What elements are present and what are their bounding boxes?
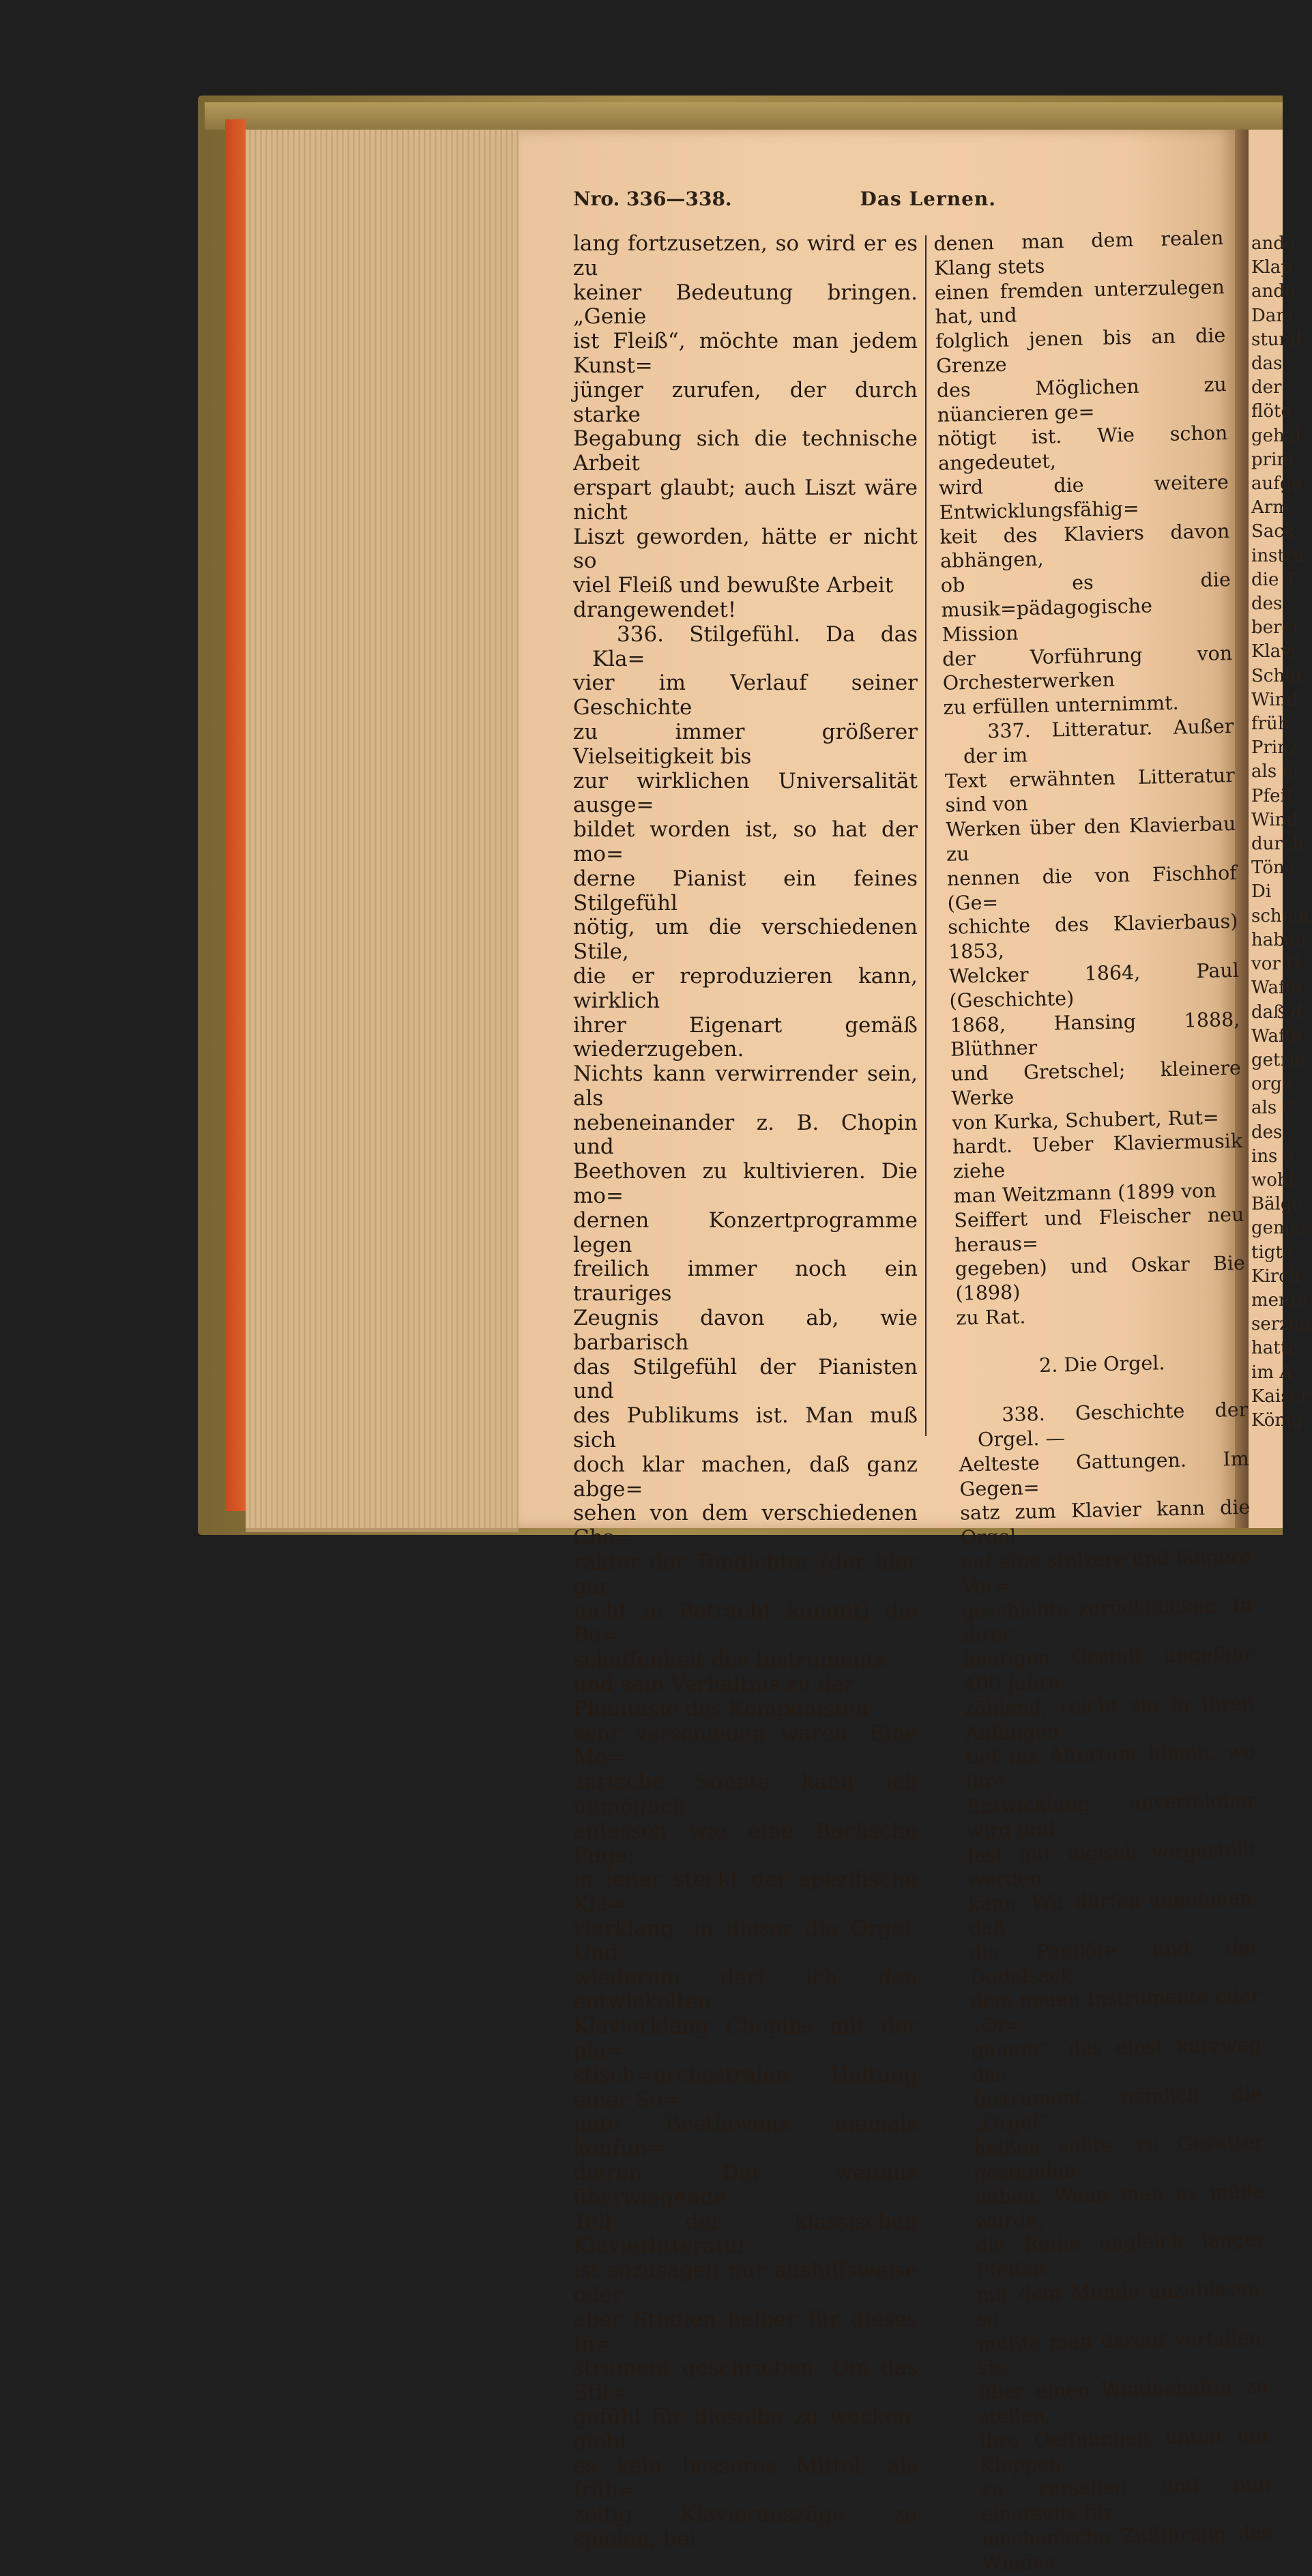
next-page-line: ins e — [1251, 1145, 1294, 1167]
text-line: hardt. Ueber Klaviermusik ziehe — [952, 1130, 1243, 1183]
text-line: haben. Wenn man es müde wurde, — [974, 2180, 1265, 2233]
text-line: über einen Windbehälter zu stellen, — [978, 2375, 1269, 2429]
next-page-line: Töne — [1251, 858, 1296, 879]
text-line: nötigt ist. Wie schon angedeutet, — [937, 422, 1228, 475]
next-page-line: schein — [1251, 905, 1310, 926]
text-line: Zeugnis davon ab, wie barbarisch — [573, 1306, 918, 1355]
text-line: dieren. Der weitaus überwiegende — [573, 2160, 918, 2210]
next-page-line: Wind — [1251, 689, 1298, 710]
text-line: strument geschrieben. Um das Stil= — [573, 2356, 918, 2405]
text-line: 2. Die Orgel. — [1038, 1351, 1165, 1377]
text-line: die Reihe ungleich langer Pfeifen — [975, 2228, 1266, 2282]
text-line: ist Fleiß“, möchte man jedem Kunst= — [573, 329, 918, 378]
text-line: vier im Verlauf seiner Geschichte — [573, 671, 918, 720]
text-line: Werken über den Klavierbau zu — [946, 813, 1236, 866]
red-page-edge — [225, 119, 246, 1511]
text-line: auf eine stolzere und längere Vor= — [961, 1545, 1252, 1598]
next-page-line: instru — [1251, 545, 1305, 566]
next-page-line: aufge — [1251, 473, 1302, 495]
text-line: lang fortzusetzen, so wird er es zu — [573, 231, 918, 280]
next-page-line: vor G — [1251, 954, 1300, 975]
text-line: zu erfüllen unternimmt. — [943, 691, 1179, 719]
text-line: nötig, um die verschiedenen Stile, — [573, 915, 918, 965]
text-line: und Gretschel; kleinere Werke — [950, 1056, 1242, 1110]
next-page-line: Dam — [1251, 305, 1294, 326]
next-page-edge — [1249, 130, 1312, 1528]
text-line: mechanische Zuführung des Windes, — [981, 2521, 1272, 2575]
text-line: die er reproduzieren kann, wirklich — [573, 963, 918, 1013]
text-line: satz zum Klavier kann die Orgel — [960, 1496, 1251, 1549]
text-line: nennen die von Fischhof (Ge= — [946, 861, 1238, 915]
text-line: Liszt geworden, hätte er nicht so — [573, 524, 918, 574]
text-line: Phantasie des Komponisten — [573, 1696, 869, 1721]
next-page-line: Pfeif — [1251, 785, 1293, 806]
text-line: des Möglichen zu nüancieren ge= — [936, 372, 1227, 426]
next-page-line: des — [1251, 1122, 1283, 1143]
next-page-line: früh — [1251, 714, 1289, 735]
text-line: sehr verschieden waren. Eine Mo= — [573, 1721, 918, 1770]
text-line: sehen von dem verschiedenen Cha= — [573, 1501, 918, 1551]
text-line: heutigen Gestalt ungefähr 400 Jahre — [963, 1642, 1254, 1696]
text-line: vierklang, in dieser die Orgel. Und — [573, 1916, 918, 1965]
column-rule — [925, 235, 927, 1436]
text-line: nebeneinander z. B. Chopin und — [573, 1110, 918, 1160]
next-page-line: orge — [1251, 1074, 1293, 1095]
text-line: zu immer größerer Vielseitigkeit bis — [573, 719, 918, 769]
next-page-line: Klap — [1251, 257, 1292, 278]
text-line: man Weitzmann (1899 von — [953, 1179, 1216, 1208]
text-line: des Publikums ist. Man muß sich — [573, 1403, 918, 1453]
text-line: dernen Konzertprogramme legen — [573, 1208, 918, 1257]
text-line: rakter der Tondichter (der hier gar — [573, 1550, 918, 1599]
text-line: das Stilgefühl der Pianisten und — [573, 1354, 918, 1404]
text-line: mußte man darauf verfallen, sie — [977, 2326, 1268, 2380]
text-line: Begabung sich die technische Arbeit — [573, 426, 918, 476]
text-line: Welcker 1864, Paul (Geschichte) — [948, 958, 1240, 1012]
text-line: einen fremden unterzulegen hat, und — [934, 275, 1225, 329]
next-page-line: der — [1251, 377, 1282, 398]
next-page-line: tigte — [1251, 1242, 1294, 1263]
text-line: wiederum darf ich den entwickelten — [573, 1965, 918, 2015]
next-page-line: hatte. — [1251, 1338, 1304, 1359]
next-page-line: als ei — [1251, 761, 1299, 782]
text-line: Instrument, nämlich die „Orgel“ — [972, 2082, 1263, 2135]
text-line: und sein Verhältnis zu der — [573, 1672, 854, 1697]
next-page-line: mente — [1251, 1289, 1308, 1311]
next-page-line: gehal — [1251, 425, 1301, 446]
text-line: gegeben) und Oskar Bie (1898) — [954, 1252, 1246, 1305]
page-stack — [246, 130, 519, 1532]
text-line: Nichts kann verwirrender sein, als — [573, 1062, 918, 1111]
text-line: Entwicklung unverfolgbar wird und — [966, 1789, 1257, 1843]
next-page-line: stund — [1251, 329, 1302, 350]
text-line: die Panflöte und der Dudelsack — [969, 1935, 1260, 1989]
text-line: 338. Geschichte der Orgel. — — [977, 1398, 1249, 1452]
text-line: gefühl für dieselbe zu wecken, giebt — [573, 2404, 918, 2454]
next-page-line: Bälge — [1251, 1194, 1302, 1215]
text-line: Teil der klassischen Klavierlitteratur — [573, 2209, 918, 2259]
text-line: ihrer Eigenart gemäß wiederzugeben. — [573, 1012, 918, 1062]
next-page-line: Sack — [1251, 521, 1295, 542]
text-line: freilich immer noch ein trauriges — [573, 1257, 918, 1306]
page-header — [573, 188, 996, 215]
text-line: schaffenheit des Instruments — [573, 1648, 886, 1673]
next-page-line: serzeit — [1251, 1314, 1312, 1335]
text-line: Aelteste Gattungen. Im Gegen= — [959, 1447, 1250, 1501]
next-page-line: König — [1251, 1409, 1304, 1431]
text-line: wird die weitere Entwicklungsfähig= — [938, 470, 1229, 524]
text-line: 336. Stilgefühl. Da das Kla= — [592, 621, 918, 671]
text-line: es kein besseres Mittel, als früh= — [573, 2453, 918, 2503]
text-line: Beethoven zu kultivieren. Die mo= — [573, 1159, 918, 1209]
left-column — [573, 232, 918, 2552]
next-page-line: Waffe — [1251, 1025, 1302, 1046]
text-line: ihre Oeffnungen unten mit Klappen — [979, 2424, 1270, 2477]
next-page-line: des — [1251, 594, 1283, 615]
text-line: ganum“, das einst kurzweg das — [971, 2033, 1262, 2087]
text-line: tief ins Altertum hinein, wo ihre — [965, 1740, 1256, 1794]
next-page-line: Arm — [1251, 497, 1289, 518]
next-page-line: Klavi — [1251, 641, 1297, 662]
next-page-line: haben — [1251, 929, 1307, 950]
text-line: denen man dem realen Klang stets — [933, 226, 1224, 280]
text-line: der Vorführung von Orchesterwerken — [942, 641, 1233, 695]
text-line: folglich jenen bis an die Grenze — [935, 324, 1226, 377]
text-line: zu Rat. — [956, 1305, 1026, 1330]
text-line: drangewendet! — [573, 597, 737, 622]
text-line: doch klar machen, daß ganz abge= — [573, 1452, 918, 1502]
book-spine-top — [205, 102, 1283, 130]
text-line: anfassen wie eine Bachsche Fuge; — [573, 1818, 918, 1868]
text-line: Text erwähnten Litteratur sind von — [944, 763, 1236, 817]
text-line: in jener steckt der spezifische Kla= — [573, 1867, 918, 1917]
next-page-line: Waffe — [1251, 978, 1302, 999]
next-page-line: das — [1251, 353, 1283, 375]
text-line: zeitig Klavierauszüge zu spielen, bei — [573, 2502, 918, 2551]
text-line: ist sozusagen nur aushilfsweise oder — [573, 2258, 918, 2307]
next-page-line: wohl — [1251, 1169, 1294, 1190]
next-page-line: ande — [1251, 281, 1296, 302]
text-line: dem neuen Instrumente oder „Or= — [970, 1984, 1261, 2038]
next-page-line: Kaiser — [1251, 1386, 1309, 1407]
running-title: Das Lernen. — [860, 188, 996, 210]
next-page-line: Prinz — [1251, 737, 1298, 759]
text-line: fast nur logisch vorgestellt werden — [967, 1838, 1258, 1891]
right-column — [933, 226, 1272, 2576]
text-line: von Kurka, Schubert, Rut= — [952, 1106, 1219, 1135]
text-line: 337. Litteratur. Außer der im — [963, 714, 1234, 767]
text-line: mit dem Munde anzublasen, so — [976, 2277, 1267, 2331]
text-line: zu versehen und nun einerseits für — [980, 2472, 1271, 2526]
next-page-line: ande — [1251, 233, 1296, 254]
next-page-line: Kirch — [1251, 1265, 1300, 1287]
text-line: derne Pianist ein feines Stilgefühl — [573, 866, 918, 916]
text-line: ob es die musik=pädagogische Mission — [940, 568, 1231, 646]
next-page-line: im A — [1251, 1362, 1293, 1383]
text-line: kann. Wir dürfen annehmen, daß — [967, 1886, 1259, 1940]
text-line: bildet worden ist, so hat der mo= — [573, 817, 918, 866]
text-line: heißen sollte, zu Gevatter gestanden — [973, 2131, 1264, 2184]
next-page-line: die T — [1251, 569, 1296, 590]
text-line: viel Fleiß und bewußte Arbeit — [573, 573, 894, 598]
next-page-line: berei — [1251, 617, 1298, 639]
text-line: jünger zurufen, der durch starke — [573, 377, 918, 427]
next-page-line: Di — [1251, 881, 1272, 903]
text-line: erspart glaubt; auch Liszt wäre nicht — [573, 475, 918, 525]
next-page-line: getrie — [1251, 1049, 1305, 1070]
text-line: aber Studien halber für dieses In= — [573, 2307, 918, 2356]
text-line: zählend, reicht sie in ihren Anfängen — [964, 1691, 1255, 1745]
text-line: keiner Bedeutung bringen. „Genie — [573, 280, 918, 330]
text-line: 1868, Hansing 1888, Blüthner — [950, 1008, 1240, 1062]
next-page-line: gemac — [1251, 1218, 1311, 1239]
text-line: zur wirklichen Universalität ausge= — [573, 768, 918, 818]
text-line: zartsche Sonate kann ich unmöglich — [573, 1770, 918, 1819]
text-line: stisch=orchestralen Haltung einer So= — [573, 2062, 918, 2112]
text-line: nate Beethovens niemals konfun= — [573, 2111, 918, 2161]
next-page-line: daß d — [1251, 1001, 1302, 1023]
next-page-line: Schlü — [1251, 665, 1302, 686]
text-line: geschichte zurückblicken. In ihrer — [962, 1594, 1253, 1647]
text-line: schichte des Klavierbaus) 1853, — [948, 910, 1238, 963]
next-page-line: als C — [1251, 1098, 1296, 1119]
text-line: Klavierklang Chopins mit der pla= — [573, 2014, 918, 2063]
next-page-fragments — [1249, 130, 1312, 1433]
next-page-line: durch — [1251, 834, 1304, 855]
text-line: Seiffert und Fleischer neu heraus= — [954, 1203, 1244, 1257]
section-numbers: Nro. 336—338. — [573, 188, 732, 210]
text-line: nicht in Betracht kommt) die Be= — [573, 1598, 918, 1648]
next-page-line: Wind — [1251, 809, 1298, 830]
text-line: keit des Klaviers davon abhängen, — [939, 519, 1230, 573]
next-page-line: flöte — [1251, 401, 1292, 422]
next-page-line: prim — [1251, 449, 1294, 470]
